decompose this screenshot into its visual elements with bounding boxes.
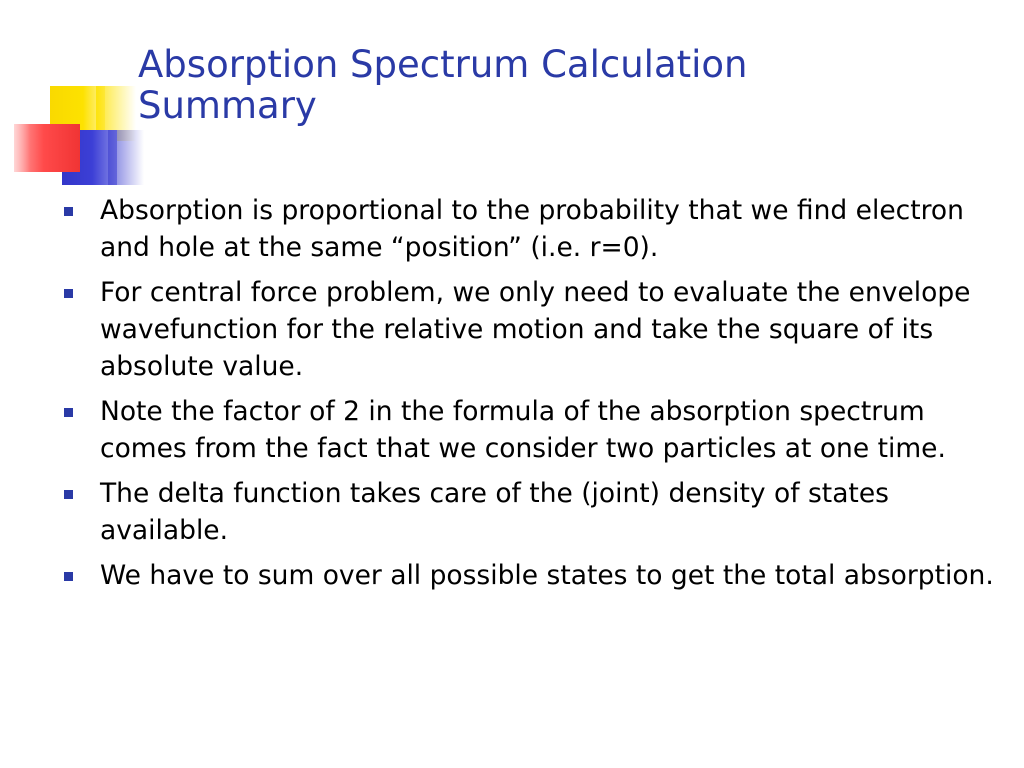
slide-title-line-2: Summary [138,84,317,128]
bullet-text: The delta function takes care of the (joint) density of states available. [100,478,889,546]
bullet-item [62,557,1007,594]
square-bullet-icon [64,572,73,581]
decorative-squares-logo [0,0,150,200]
red-square-fade [0,124,30,172]
bullet-text: For central force problem, we only need to evaluate the envelope wavefunction for the relative motion and take the square of its absolute value. [100,277,971,382]
slide-title-line-1: Absorption Spectrum Calculation [138,43,748,86]
bullet-item [62,475,1007,549]
bullet-text: Absorption is proportional to the probability that we find electron and hole at the same “position” (i.e. r=0). [100,195,964,263]
bullet-item [62,393,1007,467]
bullet-item [62,192,1007,266]
square-bullet-icon [64,207,73,216]
bullet-list [62,192,1007,602]
square-bullet-icon [64,408,73,417]
square-bullet-icon [64,490,73,499]
bullet-text: We have to sum over all possible states to get the total absorption. [100,560,994,591]
bullet-text: Note the factor of 2 in the formula of the absorption spectrum comes from the fact that we consider two particles at one time. [100,396,946,464]
bullet-item [62,274,1007,385]
slide-title [138,44,998,127]
square-bullet-icon [64,289,73,298]
blue-square-fade [108,130,144,185]
